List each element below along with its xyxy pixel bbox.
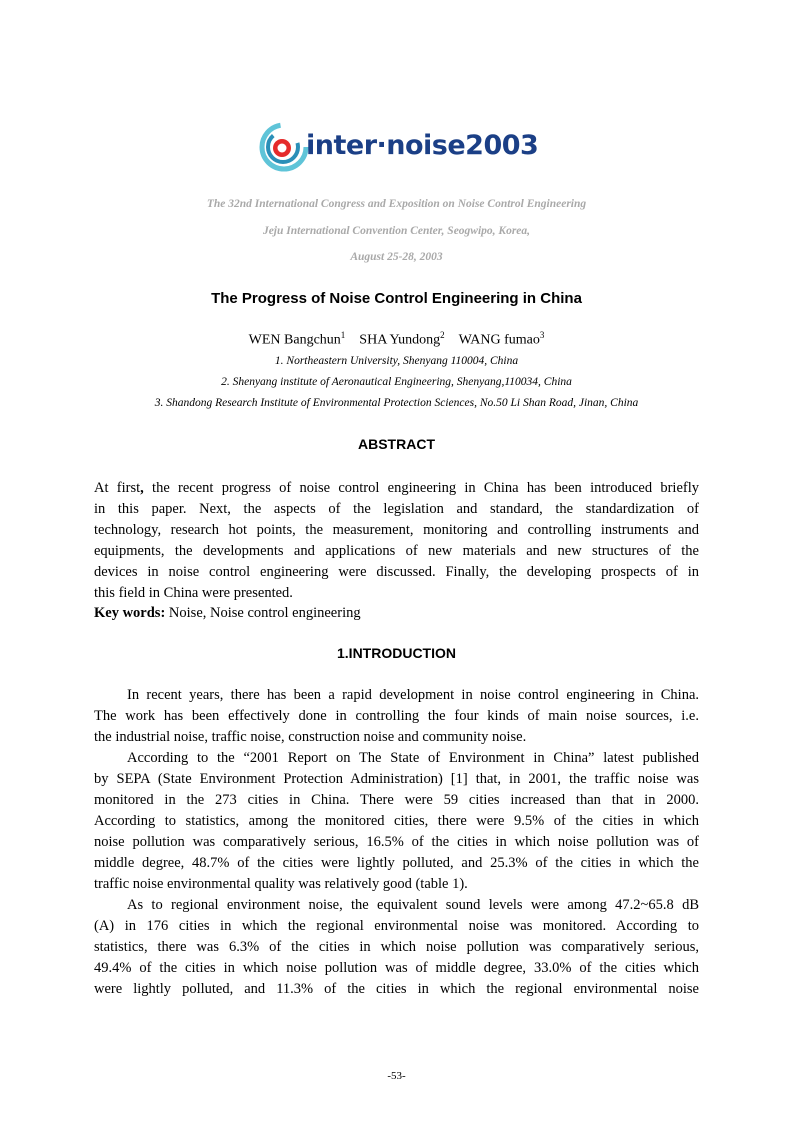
paragraph-line: noise pollution was comparatively serious, 16.5% of the cities in which noise pollution was of	[94, 834, 699, 850]
author-name: WEN Bangchun	[248, 332, 341, 348]
keywords-text: Noise, Noise control engineering	[165, 605, 361, 621]
abstract-line	[94, 478, 699, 499]
abstract-lead: At first	[94, 480, 141, 496]
conference-date: August 25-28, 2003	[350, 251, 443, 263]
author-affiliation-mark: 1	[340, 330, 346, 340]
swirl-emblem-icon	[258, 120, 310, 172]
paragraph-line: In recent years, there has been a rapid development in noise control engineering in China.	[127, 687, 699, 703]
affiliation: 2. Shenyang institute of Aeronautical Engineering, Shenyang,110034, China	[221, 376, 572, 388]
keywords-line	[94, 603, 699, 624]
paragraph-line: were lightly polluted, and 11.3% of the cities in which the regional environmental noise	[94, 981, 699, 997]
abstract-line: equipments, the developments and applications of new materials and new structures of the	[94, 543, 699, 559]
paragraph-line: monitored in the 273 cities in China. There were 59 cities increased than that in 2000.	[94, 792, 699, 808]
paragraph-line: The work has been effectively done in controlling the four kinds of main noise sources, i.e.	[94, 708, 699, 724]
keywords-label: Key words:	[94, 605, 166, 621]
introduction-heading: 1.INTRODUCTION	[337, 645, 456, 661]
conference-logo	[258, 120, 548, 172]
abstract-line: this field in China were presented.	[94, 585, 293, 601]
abstract-line: in this paper. Next, the aspects of the legislation and standard, the standardization of	[94, 501, 699, 517]
page-number: -53-	[387, 1070, 406, 1082]
abstract-line: technology, research hot points, the measurement, monitoring and controlling instruments and	[94, 522, 699, 538]
paragraph-line: (A) in 176 cities in which the regional environmental noise was monitored. According to	[94, 918, 699, 934]
paper-title: The Progress of Noise Control Engineering in China	[211, 290, 582, 307]
paragraph-line: the industrial noise, traffic noise, construction noise and community noise.	[94, 729, 527, 745]
author-affiliation-mark: 3	[539, 330, 545, 340]
conference-name: The 32nd International Congress and Exposition on Noise Control Engineering	[206, 198, 587, 210]
author-list	[0, 330, 793, 349]
paragraph-line: According to the “2001 Report on The State of Environment in China” latest published	[127, 750, 699, 766]
paragraph-line: According to statistics, among the monitored cities, there were 9.5% of the cities in which	[94, 813, 699, 829]
affiliation: 3. Shandong Research Institute of Environmental Protection Sciences, No.50 Li Shan Road, Jinan, China	[154, 397, 639, 409]
abstract-rest: the recent progress of noise control engineering in China has been introduced briefly	[143, 480, 700, 496]
paragraph-line: 49.4% of the cities in which noise pollution was of middle degree, 33.0% of the cities which	[94, 960, 699, 976]
author-affiliation-mark: 2	[440, 330, 445, 340]
paragraph-line: As to regional environment noise, the equivalent sound levels were among 47.2~65.8 dB	[127, 897, 699, 913]
paragraph-line: by SEPA (State Environment Protection Administration) [1] that, in 2001, the traffic noise was	[94, 771, 699, 787]
paragraph-line: statistics, there was 6.3% of the cities in which noise pollution was comparatively serious,	[94, 939, 699, 955]
affiliation: 1. Northeastern University, Shenyang 110004, China	[274, 355, 519, 367]
conference-venue: Jeju International Convention Center, Seogwipo, Korea,	[262, 225, 531, 237]
abstract-line: devices in noise control engineering were discussed. Finally, the developing prospects of in	[94, 564, 699, 580]
logo-wordmark: inter·noise2003	[306, 130, 539, 161]
author-name: SHA Yundong	[359, 332, 441, 348]
paragraph-line: middle degree, 48.7% of the cities were lightly polluted, and 25.3% of the cities in which the	[94, 855, 699, 871]
paragraph-line: traffic noise environmental quality was relatively good (table 1).	[94, 876, 468, 892]
author-name: WANG fumao	[458, 332, 540, 348]
abstract-comma: ,	[140, 480, 144, 496]
abstract-heading: ABSTRACT	[358, 436, 435, 452]
